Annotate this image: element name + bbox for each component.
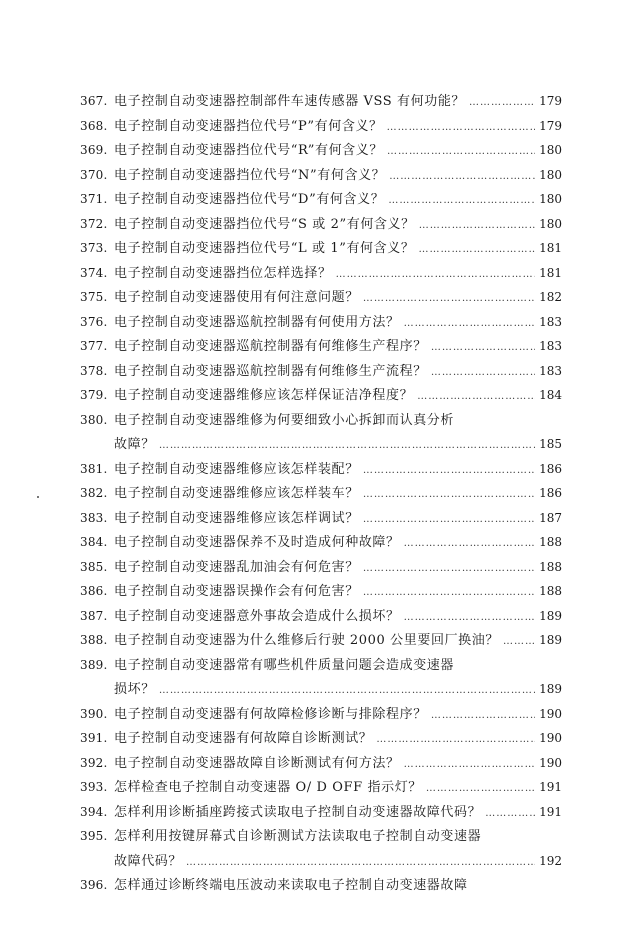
dot-leader: [363, 508, 535, 533]
entry-page-number: 188: [539, 535, 562, 549]
toc-line: [80, 408, 562, 433]
entry-number: 373.: [80, 241, 108, 255]
entry-number: 391.: [80, 731, 108, 745]
toc-entry: [80, 261, 562, 286]
dot-leader: [336, 263, 535, 288]
entry-title: 怎样利用按键屏幕式自诊断测试方法读取电子控制自动变速器: [114, 829, 482, 844]
toc-entry: [80, 212, 562, 237]
toc-entry: [80, 873, 562, 898]
dot-leader: [387, 116, 535, 141]
dot-leader: [426, 777, 535, 802]
toc-entry: [80, 579, 562, 604]
entry-title: 电子控制自动变速器维修应该怎样装车？: [114, 486, 359, 501]
entry-title: 电子控制自动变速器维修应该怎样保证洁净程度？: [114, 388, 414, 403]
entry-number: 392.: [80, 755, 108, 770]
entry-title: 电子控制自动变速器故障自诊断测试有何方法？: [114, 755, 400, 771]
toc-line: [80, 824, 562, 849]
dot-leader: [159, 434, 535, 459]
entry-page-number: 192: [539, 853, 562, 868]
dot-leader: [418, 238, 535, 263]
dot-leader: [469, 91, 535, 116]
toc-entry: [80, 628, 562, 653]
dot-leader: [363, 557, 535, 582]
entry-page-number: 181: [539, 265, 562, 280]
toc-entry: [80, 726, 562, 751]
toc-entry: [80, 604, 562, 629]
entry-title: 电子控制自动变速器维修应该怎样调试？: [114, 510, 359, 526]
entry-page-number: 188: [539, 559, 562, 574]
entry-number: 393.: [80, 780, 108, 794]
entry-page-number: 183: [539, 314, 562, 329]
entry-title: 电子控制自动变速器巡航控制器有何维修生产程序？: [114, 339, 427, 354]
toc-line: [80, 628, 562, 653]
entry-page-number: 189: [539, 633, 562, 647]
entry-page-number: 186: [539, 486, 562, 500]
entry-title: 电子控制自动变速器保养不及时造成何种故障？: [114, 535, 400, 550]
entry-title: 电子控制自动变速器使用有何注意问题？: [114, 290, 359, 305]
entry-number: 367.: [80, 94, 108, 108]
toc-line: [80, 579, 562, 604]
entry-title: 怎样检查电子控制自动变速器 O/ D OFF 指示灯？: [114, 780, 422, 795]
toc-entry: [80, 653, 562, 702]
toc-line: [80, 604, 562, 629]
toc-line-continued: [80, 432, 562, 457]
dot-leader: [419, 214, 535, 239]
toc-line: [80, 138, 562, 163]
dot-leader: [388, 189, 535, 214]
entry-title: 电子控制自动变速器常有哪些机件质量问题会造成变速器: [114, 657, 455, 673]
toc-line: [80, 383, 562, 408]
entry-number: 382.: [80, 486, 108, 500]
table-of-contents: [80, 89, 562, 898]
entry-page-number: 190: [539, 755, 562, 770]
entry-title: 电子控制自动变速器挡位代号“S 或 2”有何含义？: [114, 216, 415, 232]
toc-entry: [80, 89, 562, 114]
entry-page-number: 189: [539, 682, 562, 696]
dot-leader: [363, 581, 535, 606]
entry-title: 电子控制自动变速器误操作会有何危害？: [114, 584, 359, 599]
entry-number: 378.: [80, 363, 108, 378]
toc-line: [80, 212, 562, 237]
entry-number: 368.: [80, 118, 108, 133]
entry-number: 374.: [80, 265, 108, 280]
entry-title: 电子控制自动变速器控制部件车速传感器 VSS 有何功能？: [114, 94, 466, 109]
entry-title-continued: 损坏？: [114, 682, 155, 697]
dot-leader: [485, 802, 535, 827]
dot-leader: [404, 606, 535, 631]
toc-line: [80, 726, 562, 751]
toc-entry: [80, 555, 562, 580]
dot-leader: [159, 679, 535, 704]
entry-page-number: 190: [539, 731, 562, 745]
entry-title: 电子控制自动变速器维修应该怎样装配？: [114, 461, 359, 477]
toc-line: [80, 653, 562, 678]
toc-line: [80, 775, 562, 800]
toc-line: [80, 285, 562, 310]
toc-entry: [80, 383, 562, 408]
entry-title: 电子控制自动变速器挡位代号“L 或 1”有何含义？: [114, 241, 415, 256]
toc-line: [80, 873, 562, 898]
entry-title: 电子控制自动变速器挡位代号“R”有何含义？: [114, 143, 383, 158]
dot-leader: [404, 753, 535, 778]
entry-number: 379.: [80, 388, 108, 402]
entry-title: 电子控制自动变速器巡航控制器有何维修生产流程？: [114, 363, 427, 379]
toc-entry: [80, 481, 562, 506]
dot-leader: [404, 312, 535, 337]
toc-entry: [80, 114, 562, 139]
entry-number: 394.: [80, 804, 108, 819]
dot-leader: [431, 704, 535, 729]
toc-entry: [80, 506, 562, 531]
entry-title: 电子控制自动变速器挡位代号“D”有何含义？: [114, 192, 385, 207]
dot-leader: [431, 361, 535, 386]
toc-line: [80, 702, 562, 727]
entry-page-number: 183: [539, 339, 562, 353]
entry-page-number: 183: [539, 363, 562, 378]
toc-entry: [80, 359, 562, 384]
entry-number: 387.: [80, 608, 108, 623]
toc-line: [80, 89, 562, 114]
entry-number: 384.: [80, 535, 108, 549]
toc-entry: [80, 236, 562, 261]
entry-title-continued: 故障？: [114, 437, 155, 452]
toc-line: [80, 334, 562, 359]
toc-line: [80, 751, 562, 776]
entry-page-number: 181: [539, 241, 562, 255]
toc-entry: [80, 187, 562, 212]
toc-line: [80, 261, 562, 286]
entry-page-number: 186: [539, 461, 562, 476]
toc-entry: [80, 457, 562, 482]
dot-leader: [363, 483, 535, 508]
entry-number: 369.: [80, 143, 108, 157]
entry-title-continued: 故障代码？: [114, 853, 183, 869]
entry-number: 386.: [80, 584, 108, 598]
entry-title: 电子控制自动变速器意外事故会造成什么损坏？: [114, 608, 400, 624]
entry-title: 电子控制自动变速器巡航控制器有何使用方法？: [114, 314, 400, 330]
entry-title: 电子控制自动变速器乱加油会有何危害？: [114, 559, 359, 575]
entry-page-number: 188: [539, 584, 562, 598]
dot-leader: [186, 851, 535, 876]
toc-line-continued: [80, 849, 562, 874]
toc-line: [80, 506, 562, 531]
toc-line: [80, 359, 562, 384]
entry-title: 电子控制自动变速器维修为何要细致小心拆卸而认真分析: [114, 412, 455, 428]
entry-page-number: 184: [539, 388, 562, 402]
entry-title: 怎样利用诊断插座跨接式读取电子控制自动变速器故障代码？: [114, 804, 482, 820]
entry-number: 383.: [80, 510, 108, 525]
entry-number: 390.: [80, 706, 108, 721]
entry-page-number: 185: [539, 437, 562, 451]
toc-line: [80, 555, 562, 580]
entry-number: 380.: [80, 412, 108, 427]
dot-leader: [431, 336, 535, 361]
dot-leader: [417, 385, 535, 410]
entry-number: 396.: [80, 878, 108, 892]
entry-number: 385.: [80, 559, 108, 574]
toc-line: [80, 530, 562, 555]
entry-title: 电子控制自动变速器挡位代号“N”有何含义？: [114, 167, 386, 183]
toc-entry: [80, 775, 562, 800]
toc-entry: [80, 138, 562, 163]
entry-number: 371.: [80, 192, 108, 206]
toc-entry: [80, 530, 562, 555]
entry-number: 389.: [80, 657, 108, 672]
entry-number: 388.: [80, 633, 108, 647]
entry-page-number: 191: [539, 780, 562, 794]
toc-entry: [80, 163, 562, 188]
entry-page-number: 182: [539, 290, 562, 304]
entry-title: 电子控制自动变速器为什么维修后行驶 2000 公里要回厂换油？: [114, 633, 499, 648]
dot-leader: [376, 728, 535, 753]
dot-leader: [363, 459, 535, 484]
scan-speck: [37, 496, 39, 498]
entry-number: 395.: [80, 829, 108, 843]
toc-entry: [80, 408, 562, 457]
entry-title: 电子控制自动变速器有何故障检修诊断与排除程序？: [114, 706, 427, 722]
entry-page-number: 180: [539, 167, 562, 182]
toc-entry: [80, 751, 562, 776]
toc-line: [80, 163, 562, 188]
entry-number: 372.: [80, 216, 108, 231]
entry-page-number: 180: [539, 143, 562, 157]
toc-line: [80, 800, 562, 825]
entry-page-number: 187: [539, 510, 562, 525]
entry-title: 电子控制自动变速器有何故障自诊断测试？: [114, 731, 373, 746]
toc-entry: [80, 702, 562, 727]
entry-number: 376.: [80, 314, 108, 329]
entry-title: 电子控制自动变速器挡位代号“P”有何含义？: [114, 118, 383, 134]
entry-number: 377.: [80, 339, 108, 353]
entry-page-number: 180: [539, 216, 562, 231]
entry-page-number: 179: [539, 118, 562, 133]
entry-number: 375.: [80, 290, 108, 304]
dot-leader: [389, 165, 535, 190]
toc-line: [80, 236, 562, 261]
dot-leader: [363, 287, 535, 312]
entry-page-number: 179: [539, 94, 562, 108]
dot-leader: [404, 532, 535, 557]
toc-entry: [80, 334, 562, 359]
toc-entry: [80, 800, 562, 825]
dot-leader: [503, 630, 535, 655]
toc-line: [80, 187, 562, 212]
entry-number: 381.: [80, 461, 108, 476]
entry-page-number: 189: [539, 608, 562, 623]
toc-line: [80, 481, 562, 506]
entry-title: 电子控制自动变速器挡位怎样选择？: [114, 265, 332, 281]
entry-page-number: 180: [539, 192, 562, 206]
toc-line-continued: [80, 677, 562, 702]
toc-entry: [80, 285, 562, 310]
toc-entry: [80, 824, 562, 873]
entry-page-number: 190: [539, 706, 562, 721]
toc-entry: [80, 310, 562, 335]
toc-line: [80, 310, 562, 335]
dot-leader: [387, 140, 535, 165]
entry-title: 怎样通过诊断终端电压波动来读取电子控制自动变速器故障: [114, 878, 468, 893]
toc-line: [80, 114, 562, 139]
entry-page-number: 191: [539, 804, 562, 819]
entry-number: 370.: [80, 167, 108, 182]
toc-line: [80, 457, 562, 482]
